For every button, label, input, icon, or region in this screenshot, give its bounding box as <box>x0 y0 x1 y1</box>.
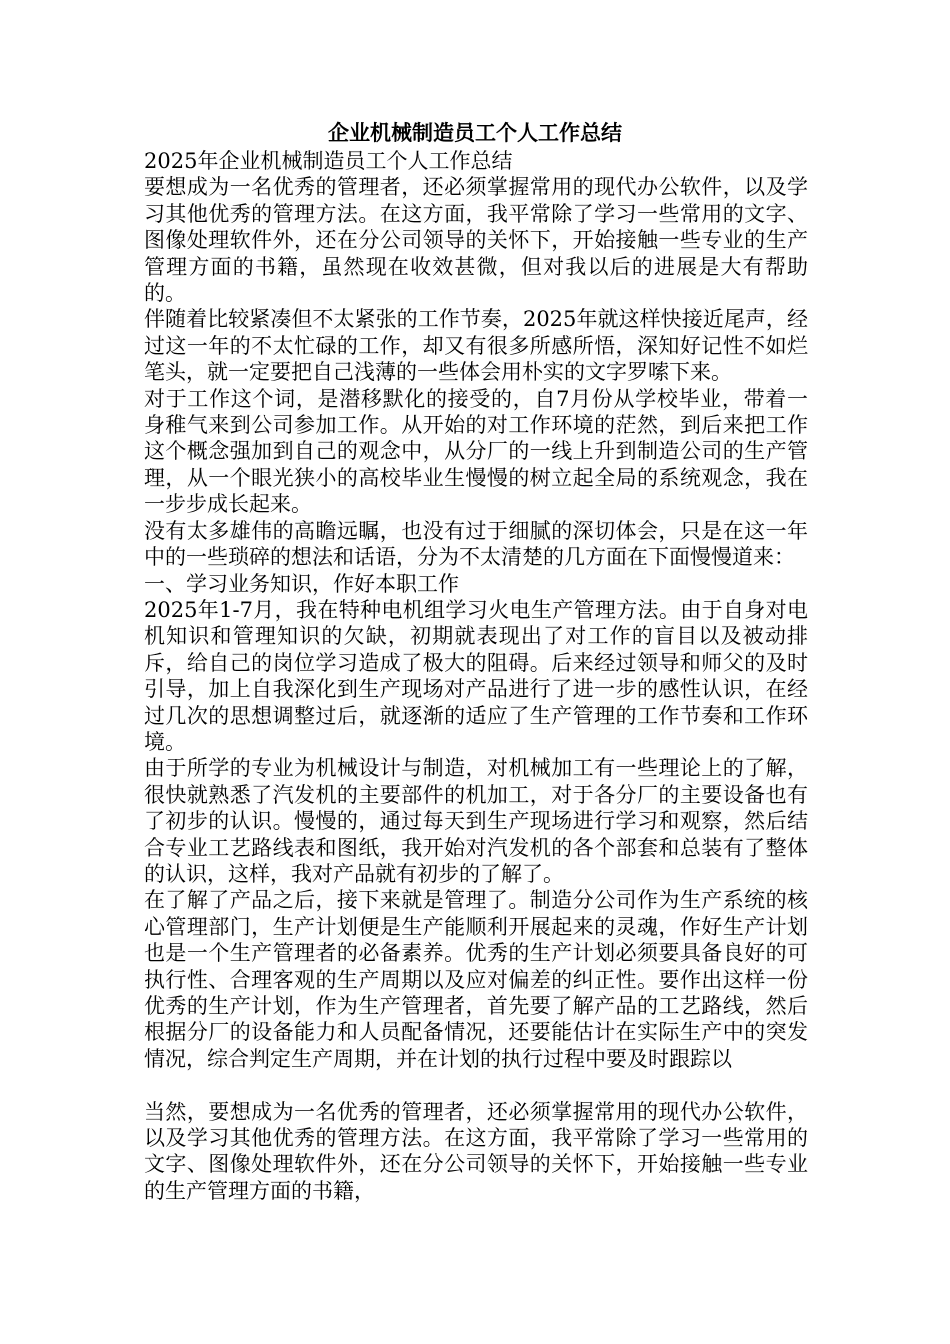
paragraph: 2025年1-7月，我在特种电机组学习火电生产管理方法。由于自身对电机知识和管理知识的欠缺，初期就表现出了对工作的盲目以及被动排斥，给自己的岗位学习造成了极大的阻碍。后来经过领导和师父的及时引导，加上自我深化到生产现场对产品进行了进一步的感性认识，在经过几次的思想调整过后，就逐渐的适应了生产管理的工作节奏和工作环境。 <box>144 597 808 754</box>
paragraph: 对于工作这个词，是潜移默化的接受的，自7月份从学校毕业，带着一身稚气来到公司参加工作。从开始的对工作环境的茫然，到后来把工作这个概念强加到自己的观念中，从分厂的一线上升到制造公司的生产管理，从一个眼光狭小的高校毕业生慢慢的树立起全局的系统观念，我在一步步成长起来。 <box>144 386 808 517</box>
document-body <box>144 148 808 1204</box>
paragraph: 当然，要想成为一名优秀的管理者，还必须掌握常用的现代办公软件，以及学习其他优秀的管理方法。在这方面，我平常除了学习一些常用的文字、图像处理软件外，还在分公司领导的关怀下，开始接触一些专业的生产管理方面的书籍， <box>144 1099 808 1203</box>
paragraph: 由于所学的专业为机械设计与制造，对机械加工有一些理论上的了解，很快就熟悉了汽发机的主要部件的机加工，对于各分厂的主要设备也有了初步的认识。慢慢的，通过每天到生产现场进行学习和观察，然后结合专业工艺路线表和图纸，我开始对汽发机的各个部套和总装有了整体的认识，这样，我对产品就有初步的了解了。 <box>144 756 808 886</box>
section-heading: 一、学习业务知识，作好本职工作 <box>144 571 459 596</box>
paragraph: 在了解了产品之后，接下来就是管理了。制造分公司作为生产系统的核心管理部门，生产计划便是生产能顺利开展起来的灵魂，作好生产计划也是一个生产管理者的必备素养。优秀的生产计划必须要具备良好的可执行性、合理客观的生产周期以及应对偏差的纠正性。要作出这样一份优秀的生产计划，作为生产管理者，首先要了解产品的工艺路线，然后根据分厂的设备能力和人员配备情况，还要能估计在实际生产中的突发情况，综合判定生产周期，并在计划的执行过程中要及时跟踪以 <box>144 888 808 1071</box>
document-title: 企业机械制造员工个人工作总结 <box>328 121 622 145</box>
paragraph: 没有太多雄伟的高瞻远瞩，也没有过于细腻的深切体会，只是在这一年中的一些琐碎的想法和话语，分为不太清楚的几方面在下面慢慢道来： <box>144 518 808 570</box>
paragraph: 伴随着比较紧凑但不太紧张的工作节奏，2025年就这样快接近尾声，经过这一年的不太忙碌的工作，却又有很多所感所悟，深知好记性不如烂笔头，就一定要把自己浅薄的一些体会用朴实的文字罗嗦下来。 <box>144 307 808 385</box>
paragraph: 要想成为一名优秀的管理者，还必须掌握常用的现代办公软件，以及学习其他优秀的管理方法。在这方面，我平常除了学习一些常用的文字、图像处理软件外，还在分公司领导的关怀下，开始接触一些专业的生产管理方面的书籍，虽然现在收效甚微，但对我以后的进展是大有帮助的。 <box>144 175 808 306</box>
blank-line <box>144 1072 808 1098</box>
document-subtitle: 2025年企业机械制造员工个人工作总结 <box>144 149 513 173</box>
